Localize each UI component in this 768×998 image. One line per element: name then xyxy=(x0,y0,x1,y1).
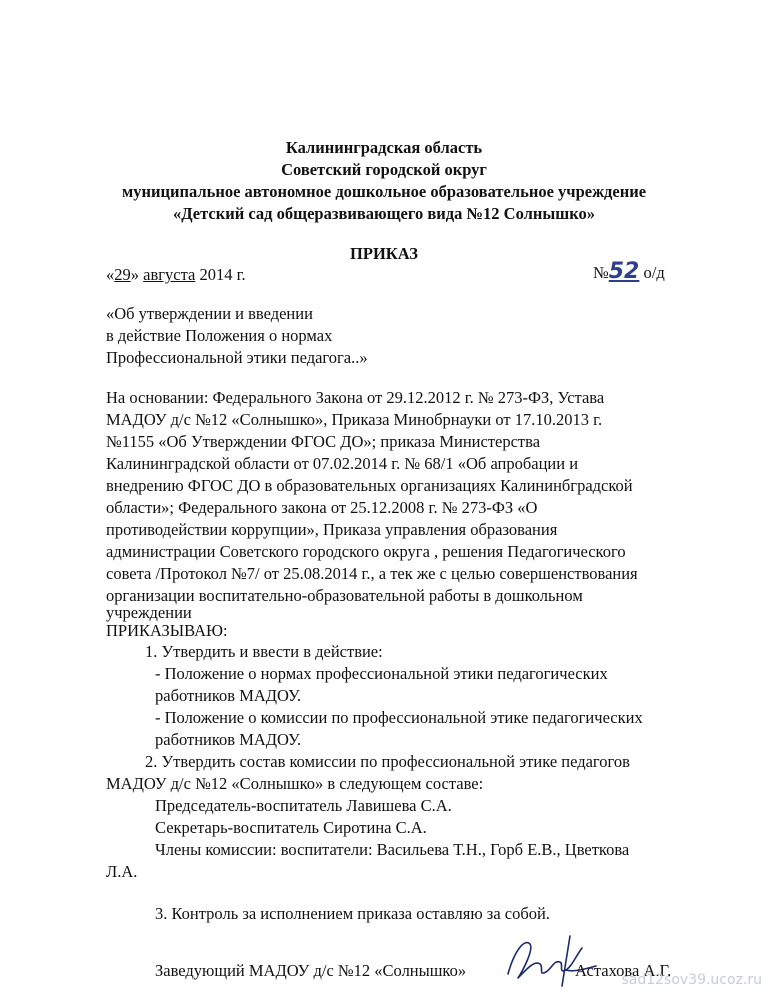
decree-item-1a-cont: работников МАДОУ. xyxy=(155,686,302,705)
header-institution-name: «Детский сад общеразвивающего вида №12 Солнышко» xyxy=(172,204,595,223)
decree-item-1b: - Положение о комиссии по профессиональной этике педагогических xyxy=(155,708,643,727)
basis-line: организации воспитательно-образовательной работы в дошкольном xyxy=(106,586,583,605)
number-prefix: № xyxy=(593,263,609,282)
header-institution-type: муниципальное автономное дошкольное образовательное учреждение xyxy=(121,182,647,201)
commission-members: Члены комиссии: воспитатели: Васильева Т.Н., Горб Е.В., Цветкова xyxy=(155,840,630,859)
number-handwritten: 52 xyxy=(608,259,640,284)
commission-members-cont: Л.А. xyxy=(106,862,138,881)
basis-line: области»; Федерального закона от 25.12.2008 г. № 273-ФЗ «О xyxy=(106,498,538,517)
basis-line: внедрению ФГОС ДО в образовательных организациях Калининбградской xyxy=(106,476,633,495)
signature-name: Астахова А.Г. xyxy=(575,961,672,980)
subject-line-3: Профессиональной этики педагога..» xyxy=(106,348,368,367)
basis-line: совета /Протокол №7/ от 25.08.2014 г., а тек же с целью совершенствования xyxy=(106,564,638,583)
decree-item-2: 2. Утвердить состав комиссии по профессиональной этике педагогов xyxy=(145,752,630,771)
order-title: ПРИКАЗ xyxy=(350,244,418,263)
decree-item-2-cont: МАДОУ д/с №12 «Солнышко» в следующем составе: xyxy=(106,774,484,793)
date-open-quote: « xyxy=(106,265,115,284)
commission-secretary: Секретарь-воспитатель Сиротина С.А. xyxy=(155,818,427,837)
subject-line-2: в действие Положения о нормах xyxy=(106,326,333,345)
decree-item-3: 3. Контроль за исполнением приказа оставляю за собой. xyxy=(155,904,550,923)
decree-item-1b-cont: работников МАДОУ. xyxy=(155,730,302,749)
header-region: Калининградская область xyxy=(285,138,483,157)
decree-item-1a: - Положение о нормах профессиональной этики педагогических xyxy=(155,664,608,683)
basis-line: учреждении xyxy=(106,603,192,622)
basis-line: Калининградской области от 07.02.2014 г. № 68/1 «Об апробации и xyxy=(106,454,579,473)
subject-line-1: «Об утверждении и введении xyxy=(106,304,313,323)
date-close-quote: » xyxy=(130,265,139,284)
commission-chair: Председатель-воспитатель Лавишева С.А. xyxy=(155,796,452,815)
decree-item-1: 1. Утвердить и ввести в действие: xyxy=(145,642,383,661)
date-day: 29 xyxy=(114,265,131,284)
order-number xyxy=(593,261,665,284)
date-month: августа xyxy=(143,265,196,284)
date-year: 2014 г. xyxy=(199,265,246,284)
basis-line: противодействии коррупции», Приказа управления образования xyxy=(106,520,558,539)
basis-line: администрации Советского городского округа , решения Педагогического xyxy=(106,542,626,561)
signature-position: Заведующий МАДОУ д/с №12 «Солнышко» xyxy=(155,961,467,980)
basis-line: №1155 «Об Утверждении ФГОС ДО»; приказа Министерства xyxy=(106,432,541,451)
decree-word: ПРИКАЗЫВАЮ: xyxy=(106,621,228,640)
number-suffix: о/д xyxy=(643,263,665,282)
header-district: Советский городской округ xyxy=(281,160,487,179)
basis-line: На основании: Федерального Закона от 29.12.2012 г. № 273-ФЗ, Устава xyxy=(106,388,605,407)
site-watermark: sad12sov39.ucoz.ru xyxy=(621,972,762,988)
basis-line: МАДОУ д/с №12 «Солнышко», Приказа Минобрнауки от 17.10.2013 г. xyxy=(106,410,603,429)
order-date xyxy=(106,264,246,286)
